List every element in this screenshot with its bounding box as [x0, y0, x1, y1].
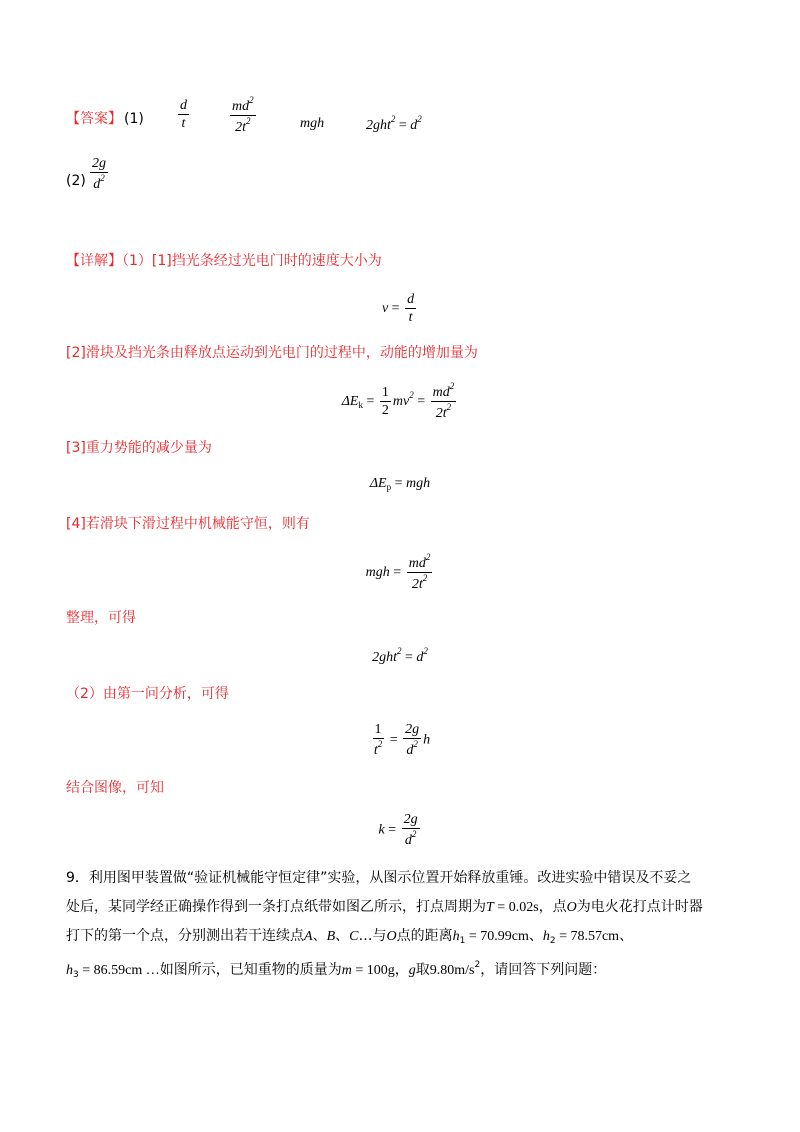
answer-tag: 【答案】 (1) [66, 111, 144, 127]
problem-9-line-2: 处后，某同学经正确操作得到一条打点纸带如图乙所示，打点周期为T = 0.02s，点O为电火花打点计时器 [66, 899, 703, 915]
equation-1: v = $\frac{d}{t}$ [381, 292, 415, 326]
detail-line-2: [2]滑块及挡光条由释放点运动到光电门的过程中，动能的增加量为 [66, 345, 478, 361]
detail-line-3: [3]重力势能的减少量为 [66, 440, 212, 456]
answer-blank-4: $2ght^2 = d^2$ [366, 114, 422, 133]
problem-9-line-3: 打下的第一个点，分别测出若干连续点A、B、C…与O点的距离$h_1 = 70.99cm$、$h_2 = 78.57cm$、 [66, 928, 634, 946]
equation-4: mgh = $\frac{md^2}{2t^2}$ [365, 552, 431, 593]
answer-blank-2: $\frac{md^2}{2t^2}$ [232, 95, 254, 136]
detail-line-6: （2）由第一问分析，可得 [66, 686, 229, 702]
problem-9-line-1: 9．利用图甲装置做“验证机械能守恒定律”实验，从图示位置开始释放重锤。改进实验中错误及不妥之 [66, 870, 692, 886]
equation-2: $\Delta E_k$ = $\frac{1}{2}$ $mv^2$ = $\frac{md^2}{2t^2}$ [341, 381, 455, 422]
answer-blank-1: $\frac{d}{t}$ [180, 98, 187, 132]
equation-3: $\Delta E_p$ = mgh [369, 476, 431, 492]
detail-line-4: [4]若滑块下滑过程中机械能守恒，则有 [66, 516, 310, 532]
detail-line-1: 【详解】（1）[1]挡光条经过光电门时的速度大小为 [66, 253, 382, 269]
problem-9-line-4: $h_3 = 86.59cm$ …如图所示，已知重物的质量为m = 100g，g取$9.80m/s^2$，请回答下列问题： [66, 960, 607, 980]
answer-part2-value: $\frac{2g}{d^2}$ [92, 156, 106, 193]
detail-line-5: 整理，可得 [66, 610, 136, 626]
answer-blank-3: mgh [300, 116, 325, 131]
answer-part2-index: (2) [66, 173, 86, 189]
detail-line-7: 结合图像，可知 [66, 780, 164, 796]
equation-7: k = $\frac{2g}{d^2}$ [378, 812, 418, 849]
equation-6: $\frac{1}{t^2}$ = $\frac{2g}{d^2}$ h [373, 722, 431, 759]
equation-5: $2ght^2 = d^2$ [372, 646, 428, 665]
